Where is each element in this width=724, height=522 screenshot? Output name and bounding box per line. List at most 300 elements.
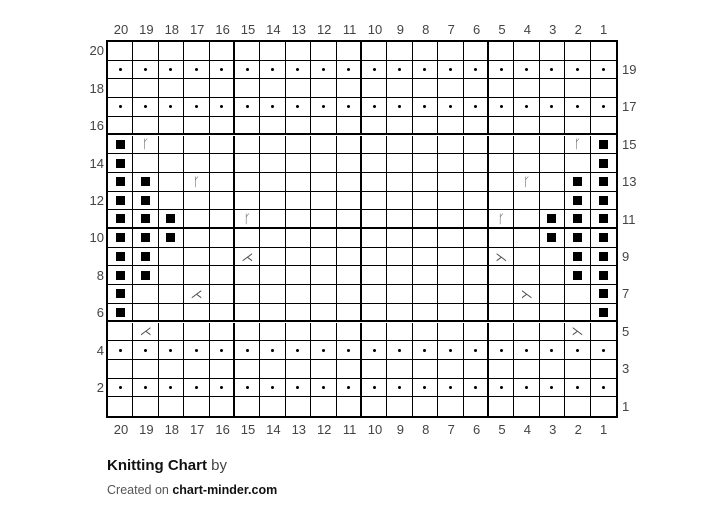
dot-icon — [195, 349, 198, 352]
row-label: 14 — [89, 155, 104, 171]
stitch-cell — [286, 379, 311, 398]
stitch-cell — [565, 266, 590, 285]
stitch-cell — [413, 379, 438, 398]
stitch-cell — [159, 323, 184, 342]
stitch-cell — [311, 42, 336, 61]
stitch-cell — [235, 229, 260, 248]
dot-icon — [119, 349, 122, 352]
stitch-cell — [133, 379, 158, 398]
stitch-cell — [438, 192, 463, 211]
filled-square-icon — [599, 308, 608, 317]
stitch-cell — [591, 285, 616, 304]
stitch-cell — [108, 42, 133, 61]
row-label: 8 — [96, 267, 104, 283]
stitch-cell — [108, 136, 133, 155]
stitch-cell — [108, 79, 133, 98]
stitch-cell — [159, 397, 184, 416]
dot-icon — [220, 68, 223, 71]
stitch-cell — [311, 117, 336, 136]
stitch-cell — [362, 154, 387, 173]
stitch-cell — [133, 192, 158, 211]
dot-icon — [602, 386, 605, 389]
stitch-cell — [210, 397, 235, 416]
stitch-cell — [235, 341, 260, 360]
stitch-cell — [184, 173, 209, 192]
stitch-cell — [337, 61, 362, 80]
dot-icon — [296, 386, 299, 389]
stitch-cell — [565, 79, 590, 98]
stitch-cell — [311, 304, 336, 323]
column-label: 11 — [342, 22, 357, 37]
column-label: 19 — [139, 22, 154, 37]
stitch-cell — [235, 323, 260, 342]
stitch-cell — [210, 229, 235, 248]
stitch-cell — [286, 323, 311, 342]
stitch-cell — [210, 79, 235, 98]
stitch-cell — [184, 248, 209, 267]
stitch-cell — [362, 323, 387, 342]
stitch-cell — [108, 248, 133, 267]
stitch-cell — [489, 117, 514, 136]
stitch-cell — [286, 397, 311, 416]
stitch-cell — [159, 341, 184, 360]
stitch-cell — [438, 154, 463, 173]
stitch-cell — [286, 79, 311, 98]
stitch-cell — [514, 397, 539, 416]
stitch-cell — [311, 173, 336, 192]
stitch-cell — [565, 117, 590, 136]
stitch-cell — [489, 360, 514, 379]
stitch-cell — [362, 173, 387, 192]
stitch-cell — [108, 154, 133, 173]
row-label: 1 — [622, 398, 630, 414]
row-label: 11 — [622, 211, 636, 227]
stitch-cell — [387, 397, 412, 416]
stitch-cell — [387, 341, 412, 360]
stitch-cell — [260, 379, 285, 398]
stitch-cell — [286, 42, 311, 61]
stitch-cell — [591, 154, 616, 173]
stitch-cell — [210, 61, 235, 80]
stitch-cell — [591, 323, 616, 342]
stitch-cell — [387, 304, 412, 323]
stitch-cell — [489, 192, 514, 211]
stitch-cell — [210, 117, 235, 136]
dot-icon — [423, 105, 426, 108]
stitch-cell — [413, 117, 438, 136]
left-decrease-icon: ⋌ — [241, 249, 254, 264]
stitch-cell — [133, 98, 158, 117]
dot-icon — [525, 105, 528, 108]
stitch-cell — [235, 248, 260, 267]
dot-icon — [347, 386, 350, 389]
stitch-cell — [438, 117, 463, 136]
dot-icon — [398, 349, 401, 352]
row-label: 15 — [622, 136, 637, 152]
column-label: 3 — [549, 22, 557, 37]
column-label: 9 — [396, 422, 404, 437]
stitch-cell — [235, 379, 260, 398]
stitch-cell — [108, 397, 133, 416]
stitch-cell — [489, 229, 514, 248]
stitch-cell — [260, 323, 285, 342]
stitch-cell — [159, 379, 184, 398]
filled-square-icon — [599, 196, 608, 205]
stitch-cell — [362, 341, 387, 360]
stitch-cell — [540, 98, 565, 117]
stitch-cell — [337, 248, 362, 267]
stitch-cell — [311, 248, 336, 267]
dot-icon — [474, 68, 477, 71]
stitch-cell — [311, 136, 336, 155]
twist-icon: ᚴ — [497, 211, 505, 226]
stitch-cell — [235, 154, 260, 173]
row-label: 18 — [89, 80, 104, 96]
stitch-cell — [184, 323, 209, 342]
stitch-cell — [286, 285, 311, 304]
column-label: 7 — [447, 22, 455, 37]
stitch-cell — [514, 173, 539, 192]
twist-icon: ᚴ — [522, 174, 531, 189]
stitch-cell — [108, 210, 133, 229]
stitch-cell — [591, 304, 616, 323]
stitch-cell — [159, 285, 184, 304]
stitch-cell — [184, 136, 209, 155]
column-label: 17 — [189, 22, 205, 37]
stitch-cell — [260, 266, 285, 285]
stitch-cell — [133, 266, 158, 285]
stitch-cell — [184, 341, 209, 360]
stitch-cell — [591, 192, 616, 211]
stitch-cell — [438, 98, 463, 117]
stitch-cell — [133, 397, 158, 416]
stitch-cell — [591, 173, 616, 192]
stitch-cell — [337, 229, 362, 248]
stitch-cell — [540, 266, 565, 285]
stitch-cell — [159, 229, 184, 248]
stitch-cell — [438, 79, 463, 98]
column-label: 5 — [498, 22, 506, 37]
dot-icon — [423, 68, 426, 71]
right-decrease-icon: ⋋ — [495, 249, 508, 264]
stitch-cell — [108, 341, 133, 360]
stitch-cell — [464, 154, 489, 173]
stitch-cell — [159, 248, 184, 267]
stitch-cell — [438, 210, 463, 229]
stitch-cell — [184, 154, 209, 173]
right-decrease-icon: ⋋ — [571, 324, 584, 339]
stitch-cell — [337, 42, 362, 61]
column-label: 18 — [164, 422, 180, 437]
stitch-cell — [108, 117, 133, 136]
stitch-cell — [210, 248, 235, 267]
stitch-cell — [413, 98, 438, 117]
filled-square-icon — [599, 177, 608, 186]
dot-icon — [144, 68, 147, 71]
stitch-cell — [260, 229, 285, 248]
dot-icon — [347, 68, 350, 71]
stitch-cell — [413, 397, 438, 416]
filled-square-icon — [116, 159, 125, 168]
stitch-cell — [464, 136, 489, 155]
stitch-cell — [591, 379, 616, 398]
dot-icon — [169, 386, 172, 389]
stitch-cell — [184, 229, 209, 248]
dot-icon — [373, 386, 376, 389]
stitch-cell — [489, 266, 514, 285]
stitch-cell — [387, 360, 412, 379]
dot-icon — [525, 349, 528, 352]
stitch-cell — [286, 341, 311, 360]
dot-icon — [144, 105, 147, 108]
stitch-cell — [210, 266, 235, 285]
stitch-cell — [337, 136, 362, 155]
dot-icon — [474, 349, 477, 352]
stitch-cell — [286, 117, 311, 136]
dot-icon — [550, 105, 553, 108]
stitch-cell — [362, 285, 387, 304]
stitch-cell — [235, 98, 260, 117]
left-decrease-icon: ⋌ — [139, 324, 152, 339]
filled-square-icon — [573, 196, 582, 205]
stitch-cell — [514, 136, 539, 155]
stitch-cell — [133, 323, 158, 342]
dot-icon — [449, 349, 452, 352]
stitch-cell — [438, 379, 463, 398]
dot-icon — [169, 68, 172, 71]
stitch-cell — [184, 397, 209, 416]
column-label: 1 — [599, 22, 608, 37]
column-label: 6 — [472, 422, 481, 437]
column-label: 8 — [422, 422, 430, 437]
stitch-cell — [108, 173, 133, 192]
stitch-cell — [260, 210, 285, 229]
stitch-cell — [413, 229, 438, 248]
stitch-cell — [464, 397, 489, 416]
stitch-cell — [159, 192, 184, 211]
stitch-cell — [540, 79, 565, 98]
stitch-cell — [387, 173, 412, 192]
stitch-cell — [413, 173, 438, 192]
dot-icon — [195, 105, 198, 108]
row-label: 12 — [89, 192, 104, 208]
stitch-cell — [286, 266, 311, 285]
stitch-cell — [184, 379, 209, 398]
row-label: 16 — [89, 118, 104, 134]
column-label: 3 — [549, 422, 557, 437]
column-label: 8 — [422, 22, 430, 37]
stitch-cell — [413, 266, 438, 285]
stitch-cell — [337, 154, 362, 173]
stitch-cell — [159, 117, 184, 136]
stitch-cell — [235, 61, 260, 80]
column-label: 6 — [472, 22, 481, 37]
column-label: 12 — [316, 422, 332, 437]
stitch-cell — [311, 266, 336, 285]
stitch-cell — [362, 304, 387, 323]
stitch-cell — [184, 98, 209, 117]
column-label: 16 — [215, 22, 230, 37]
stitch-cell — [260, 61, 285, 80]
stitch-cell — [362, 210, 387, 229]
stitch-cell — [489, 42, 514, 61]
stitch-cell — [337, 173, 362, 192]
stitch-cell — [159, 304, 184, 323]
dot-icon — [271, 386, 274, 389]
stitch-cell — [362, 136, 387, 155]
stitch-cell — [489, 341, 514, 360]
stitch-cell — [260, 192, 285, 211]
row-label: 4 — [96, 342, 104, 358]
twist-icon: ᚴ — [192, 174, 200, 189]
dot-icon — [373, 68, 376, 71]
dot-icon — [220, 105, 223, 108]
stitch-cell — [565, 285, 590, 304]
stitch-cell — [489, 248, 514, 267]
stitch-cell — [387, 117, 412, 136]
dot-icon — [271, 349, 274, 352]
dot-icon — [119, 105, 122, 108]
stitch-cell — [413, 61, 438, 80]
stitch-cell — [337, 79, 362, 98]
filled-square-icon — [141, 196, 150, 205]
stitch-cell — [133, 248, 158, 267]
stitch-cell — [413, 304, 438, 323]
stitch-cell — [591, 248, 616, 267]
stitch-cell — [210, 285, 235, 304]
stitch-cell — [235, 42, 260, 61]
filled-square-icon — [141, 214, 150, 223]
stitch-cell — [540, 117, 565, 136]
stitch-cell — [337, 266, 362, 285]
dot-icon — [398, 105, 401, 108]
stitch-cell — [565, 42, 590, 61]
filled-square-icon — [599, 289, 608, 298]
stitch-cell — [184, 117, 209, 136]
stitch-cell — [540, 136, 565, 155]
stitch-cell — [260, 173, 285, 192]
stitch-cell — [565, 136, 590, 155]
dot-icon — [449, 105, 452, 108]
stitch-cell — [210, 154, 235, 173]
filled-square-icon — [116, 271, 125, 280]
stitch-cell — [133, 61, 158, 80]
stitch-cell — [438, 397, 463, 416]
stitch-cell — [565, 341, 590, 360]
stitch-cell — [311, 210, 336, 229]
stitch-cell — [133, 79, 158, 98]
stitch-cell — [337, 210, 362, 229]
stitch-cell — [311, 397, 336, 416]
stitch-cell — [235, 210, 260, 229]
dot-icon — [602, 68, 605, 71]
stitch-cell — [260, 98, 285, 117]
dot-icon — [550, 349, 553, 352]
stitch-cell — [514, 229, 539, 248]
stitch-cell — [362, 248, 387, 267]
row-label: 13 — [622, 174, 637, 190]
column-label: 18 — [164, 22, 180, 37]
stitch-cell — [337, 192, 362, 211]
stitch-cell — [387, 248, 412, 267]
stitch-cell — [362, 61, 387, 80]
dot-icon — [246, 349, 249, 352]
stitch-cell — [540, 61, 565, 80]
stitch-cell — [413, 341, 438, 360]
stitch-cell — [464, 285, 489, 304]
dot-icon — [500, 68, 503, 71]
dot-icon — [144, 386, 147, 389]
stitch-cell — [489, 304, 514, 323]
stitch-cell — [540, 229, 565, 248]
column-label: 20 — [113, 22, 129, 37]
stitch-cell — [413, 192, 438, 211]
filled-square-icon — [166, 214, 175, 223]
column-label: 19 — [139, 422, 154, 437]
dot-icon — [525, 68, 528, 71]
stitch-cell — [235, 173, 260, 192]
filled-square-icon — [116, 308, 125, 317]
stitch-cell — [591, 42, 616, 61]
stitch-cell — [540, 248, 565, 267]
stitch-cell — [489, 173, 514, 192]
stitch-cell — [337, 98, 362, 117]
dot-icon — [398, 386, 401, 389]
dot-icon — [500, 105, 503, 108]
stitch-cell — [286, 248, 311, 267]
stitch-cell — [362, 266, 387, 285]
stitch-cell — [108, 379, 133, 398]
dot-icon — [144, 349, 147, 352]
stitch-cell — [540, 42, 565, 61]
stitch-cell — [133, 154, 158, 173]
row-label: 6 — [96, 305, 104, 321]
dot-icon — [322, 68, 325, 71]
stitch-cell — [489, 79, 514, 98]
dot-icon — [220, 349, 223, 352]
site-link[interactable]: chart-minder.com — [172, 483, 278, 497]
stitch-cell — [184, 192, 209, 211]
stitch-cell — [514, 79, 539, 98]
stitch-cell — [489, 136, 514, 155]
row-label: 2 — [96, 379, 104, 395]
filled-square-icon — [573, 177, 582, 186]
stitch-cell — [387, 136, 412, 155]
right-decrease-icon: ⋋ — [520, 286, 533, 301]
dot-icon — [271, 105, 274, 108]
stitch-cell — [133, 173, 158, 192]
stitch-cell — [235, 304, 260, 323]
stitch-cell — [540, 323, 565, 342]
stitch-cell — [311, 98, 336, 117]
stitch-cell — [565, 154, 590, 173]
stitch-cell — [210, 42, 235, 61]
stitch-cell — [464, 266, 489, 285]
stitch-cell — [159, 136, 184, 155]
stitch-cell — [159, 98, 184, 117]
chart-title — [107, 457, 227, 474]
stitch-cell — [387, 323, 412, 342]
stitch-cell — [260, 285, 285, 304]
stitch-cell — [311, 379, 336, 398]
filled-square-icon — [116, 252, 125, 261]
stitch-cell — [438, 173, 463, 192]
filled-square-icon — [599, 214, 608, 223]
stitch-cell — [108, 61, 133, 80]
stitch-cell — [362, 229, 387, 248]
stitch-cell — [108, 285, 133, 304]
dot-icon — [195, 68, 198, 71]
